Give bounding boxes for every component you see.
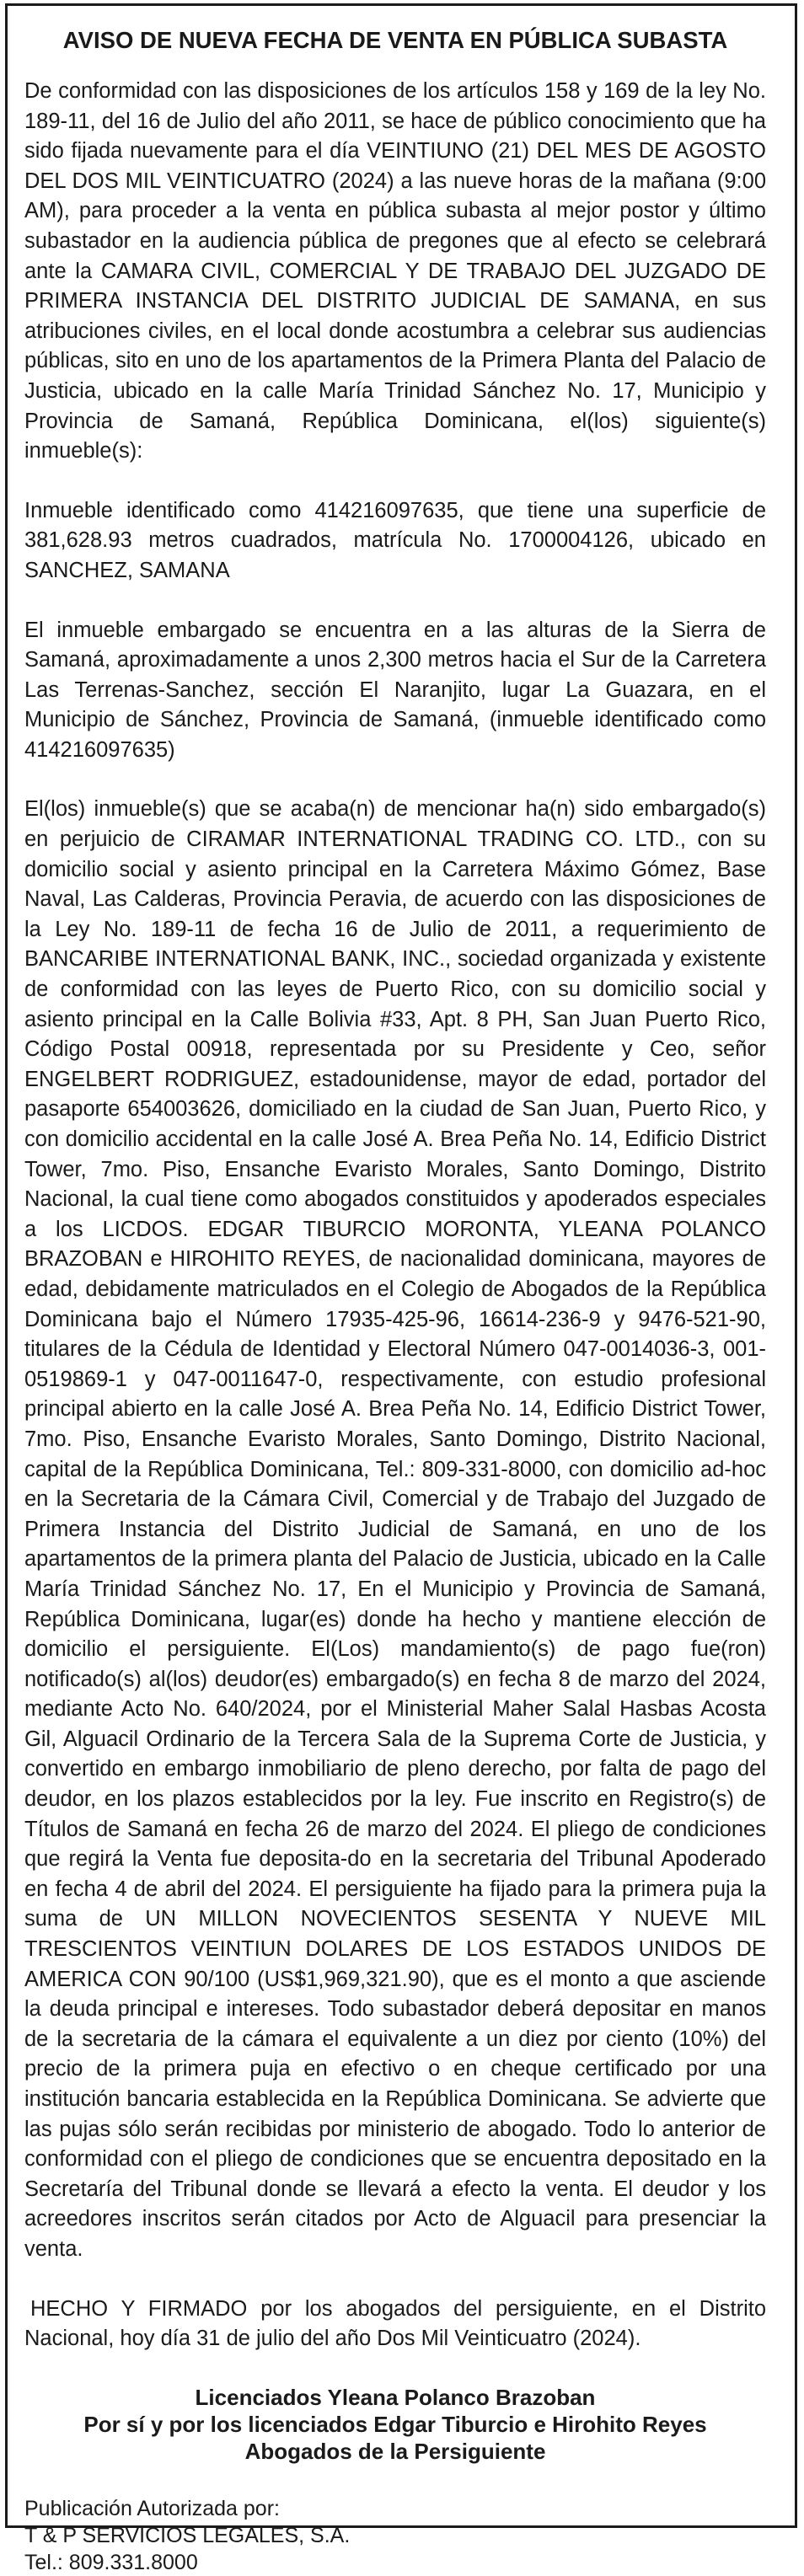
signed-paragraph: HECHO Y FIRMADO por los abogados del persiguiente, en el Distrito Nacional, hoy día 31 de julio del año Dos Mil Veinticuatro (2024). bbox=[24, 2296, 766, 2351]
signature-on-behalf: Por sí y por los licenciados Edgar Tiburcio e Hirohito Reyes bbox=[83, 2411, 707, 2437]
signature-name: Licenciados Yleana Polanco Brazoban bbox=[195, 2384, 596, 2410]
location-paragraph: El inmueble embargado se encuentra en a las alturas de la Sierra de Samaná, aproximadamente a unos 2,300 metros hacia el Sur de la Carretera Las Terrenas-Sanchez, sección El Naranjito, lugar La Guazara, en el Municipio de Sánchez, Provincia de Samaná, (inmueble identificado como 414216097635) bbox=[24, 618, 766, 762]
legal-notice bbox=[5, 3, 797, 2574]
publication-label: Publicación Autorizada por: bbox=[24, 2496, 280, 2520]
intro-paragraph: De conformidad con las disposiciones de los artículos 158 y 169 de la ley No. 189-11, del 16 de Julio del año 2011, se hace de público conocimiento que ha sido fijada nuevamente para el día VEINTIUNO (21) DEL MES DE AGOSTO DEL DOS MIL VEINTICUATRO (2024) a las nueve horas de la mañana (9:00 AM), para proceder a la venta en pública subasta al mejor postor y último subastador en la audiencia pública de pregones que al efecto se celebrará ante la CAMARA CIVIL, COMERCIAL Y DE TRABAJO DEL JUZGADO DE PRIMERA INSTANCIA DEL DISTRITO JUDICIAL DE SAMANA, en sus atribuciones civiles, en el local donde acostumbra a celebrar sus audiencias públicas, sito en uno de los apartamentos de la Primera Planta del Palacio de Justicia, ubicado en la calle María Trinidad Sánchez No. 17, Municipio y Provincia de Samaná, República Dominicana, el(los) siguiente(s) inmueble(s): bbox=[24, 79, 766, 463]
details-paragraph: El(los) inmueble(s) que se acaba(n) de mencionar ha(n) sido embargado(s) en perjuicio de CIRAMAR INTERNATIONAL TRADING CO. LTD., con su domicilio social y asiento principal en la Carretera Máximo Gómez, Base Naval, Las Calderas, Provincia Peravia, de acuerdo con las disposiciones de la Ley No. 189-11 de fecha 16 de Julio de 2011, a requerimiento de BANCARIBE INTERNATIONAL BANK, INC., sociedad organizada y existente de conformidad con las leyes de Puerto Rico, con su domicilio social y asiento principal en la Calle Bolivia #33, Apt. 8 PH, San Juan Puerto Rico, Código Postal 00918, representada por su Presidente y Ceo, señor ENGELBERT RODRIGUEZ, estadounidense, mayor de edad, portador del pasaporte 654003626, domiciliado en la ciudad de San Juan, Puerto Rico, y con domicilio accidental en la calle José A. Brea Peña No. 14, Edificio District Tower, 7mo. Piso, Ensanche Evaristo Morales, Santo Domingo, Distrito Nacional, la cual tiene como abogados constituidos y apoderados especiales a los LICDOS. EDGAR TIBURCIO MORONTA, YLEANA POLANCO BRAZOBAN e HIROHITO REYES, de nacionalidad dominicana, mayores de edad, debidamente matriculados en el Colegio de Abogados de la República Dominicana bajo el Número 17935-425-96, 16614-236-9 y 9476-521-90, titulares de la Cédula de Identidad y Electoral Número 047-0014036-3, 001-0519869-1 y 047-0011647-0, respectivamente, con estudio profesional principal abierto en la calle José A. Brea Peña No. 14, Edificio District Tower, 7mo. Piso, Ensanche Evaristo Morales, Santo Domingo, Distrito Nacional, capital de la República Dominicana, Tel.: 809-331-8000, con domicilio ad-hoc en la Secretaria de la Cámara Civil, Comercial y de Trabajo del Juzgado de Primera Instancia del Distrito Judicial de Samaná, en uno de los apartamentos de la primera planta del Palacio de Justicia, ubicado en la Calle María Trinidad Sánchez No. 17, En el Municipio y Provincia de Samaná, República Dominicana, lugar(es) donde ha hecho y mantiene elección de domicilio el persiguiente. El(Los) mandamiento(s) de pago fue(ron) notificado(s) al(los) deudor(es) embargado(s) en fecha 8 de marzo del 2024, mediante Acto No. 640/2024, por el Ministerial Maher Salal Hasbas Acosta Gil, Alguacil Ordinario de la Tercera Sala de la Suprema Corte de Justicia, y convertido en embargo inmobiliario de pleno derecho, por falta de pago del deudor, en los plazos establecidos por la ley. Fue inscrito en Registro(s) de Títulos de Samaná en fecha 26 de marzo del 2024. El pliego de condiciones que regirá la Venta fue deposita-do en la secretaria del Tribunal Apoderado en fecha 4 de abril del 2024. El persiguiente ha fijado para la primera puja la suma de UN MILLON NOVECIENTOS SESENTA Y NUEVE MIL TRESCIENTOS VEINTIUN DOLARES DE LOS ESTADOS UNIDOS DE AMERICA CON 90/100 (US$1,969,321.90), que es el monto a que asciende la deuda principal e intereses. Todo subastador deberá depositar en manos de la secretaria de la cámara el equivalente a un diez por ciento (10%) del precio de la primera puja en efectivo o en cheque certificado por una institución bancaria establecida en la República Dominicana. Se advierte que las pujas sólo serán recibidas por ministerio de abogado. Todo lo anterior de conformidad con el pliego de condiciones que se encuentra depositado en la Secretaría del Tribunal donde se llevará a efecto la venta. El deudor y los acreedores inscritos serán citados por Acto de Alguacil para presenciar la venta. bbox=[24, 797, 766, 2261]
publication-block bbox=[24, 2495, 766, 2576]
publication-company: T & P SERVICIOS LEGALES, S.A. bbox=[24, 2523, 351, 2547]
property-paragraph: Inmueble identificado como 414216097635, que tiene una superficie de 381,628.93 metros cuadrados, matrícula No. 1700004126, ubicado en SANCHEZ, SAMANA bbox=[24, 498, 766, 582]
publication-phone: Tel.: 809.331.8000 bbox=[24, 2550, 198, 2574]
signature-block bbox=[24, 2384, 766, 2465]
signature-role: Abogados de la Persiguiente bbox=[244, 2438, 546, 2464]
notice-title: AVISO DE NUEVA FECHA DE VENTA EN PÚBLICA SUBASTA bbox=[62, 27, 728, 53]
